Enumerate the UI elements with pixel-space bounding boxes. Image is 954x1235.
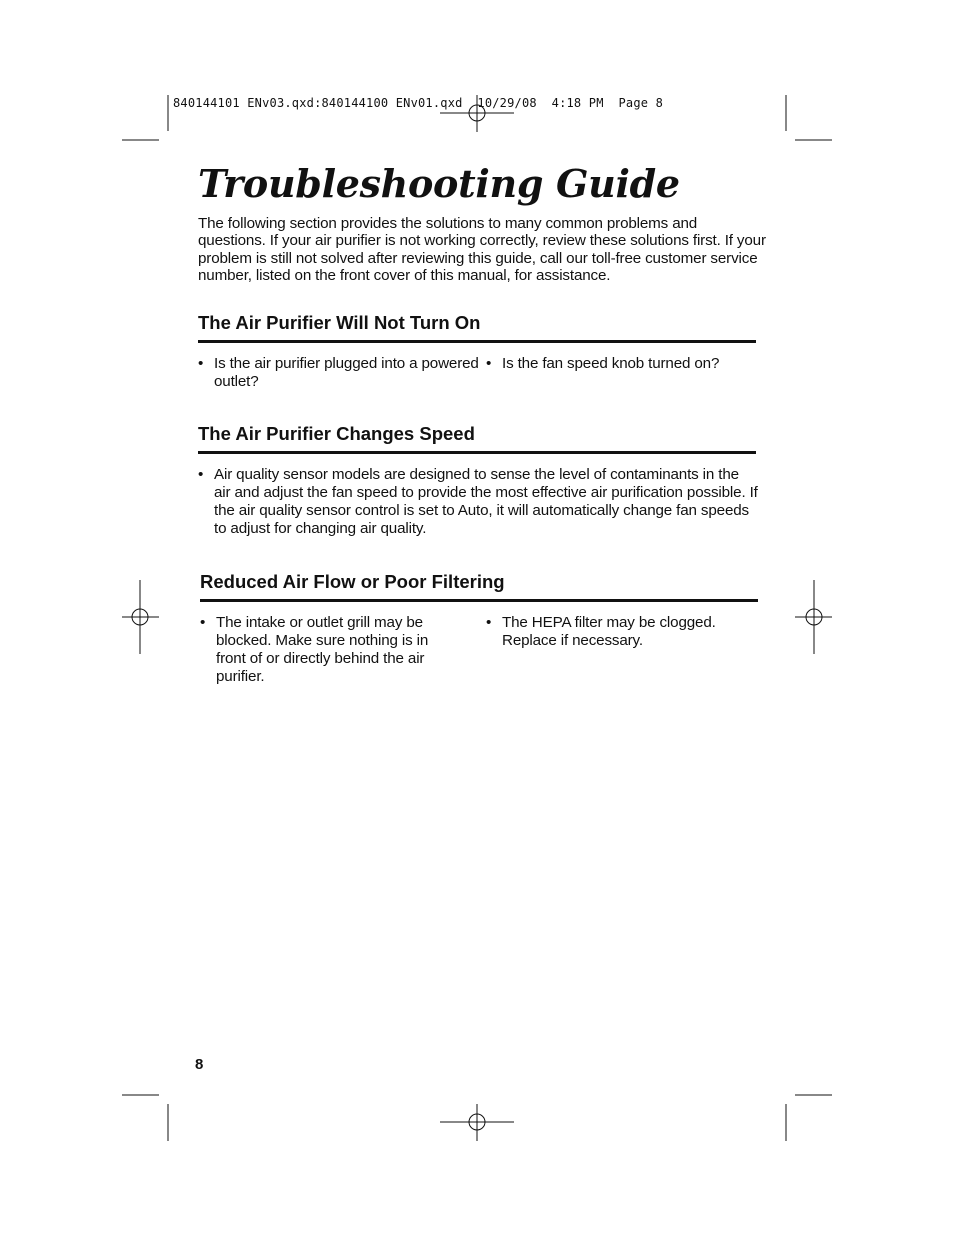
list-item — [200, 614, 444, 686]
section-heading: Reduced Air Flow or Poor Filtering — [200, 570, 758, 602]
list-item-text: Air quality sensor models are designed to sense the level of contaminants in the air and adjust the fan speed to provide the most effective air purification possible. If the air quality sensor control is set to Auto, it will automatically change fan speeds to adjust for changing air quality. — [214, 466, 758, 537]
right-column — [486, 614, 774, 686]
print-slug-line: 840144101 ENv03.qxd:840144100 ENv01.qxd 10/29/08 4:18 PM Page 8 — [173, 96, 664, 110]
list-item — [486, 614, 734, 650]
bullet-icon: • — [198, 466, 204, 483]
page-number: 8 — [195, 1056, 204, 1073]
list-item-text: Is the air purifier plugged into a powered outlet? — [214, 355, 479, 390]
list-item-text: The intake or outlet grill may be blocked. Make sure nothing is in front of or directly behind the air purifier. — [216, 614, 429, 685]
left-column — [200, 614, 486, 686]
section-heading: The Air Purifier Changes Speed — [198, 422, 756, 454]
list-item — [198, 355, 486, 391]
list-item — [486, 355, 774, 373]
section-heading: The Air Purifier Will Not Turn On — [198, 311, 756, 343]
intro-paragraph: The following section provides the solutions to many common problems and questions. If your air purifier is not working correctly, review these solutions first. If your problem is still not solved after reviewing this guide, call our toll-free customer service number, listed on the front cover of this manual, for assistance. — [198, 215, 766, 285]
list-item — [198, 466, 758, 538]
section-reduced-air-flow — [200, 570, 758, 686]
left-column — [198, 355, 486, 391]
bullet-icon: • — [200, 614, 206, 631]
right-column — [486, 355, 774, 391]
list-item-text: The HEPA filter may be clogged. Replace if necessary. — [502, 614, 716, 649]
section-will-not-turn-on — [198, 311, 756, 391]
list-item-text: Is the fan speed knob turned on? — [502, 355, 720, 372]
bullet-icon: • — [198, 355, 204, 372]
page-title: Troubleshooting Guide — [198, 161, 680, 206]
full-column — [198, 466, 758, 538]
bullet-icon: • — [486, 355, 492, 372]
bullet-icon: • — [486, 614, 492, 631]
section-changes-speed — [198, 422, 756, 538]
